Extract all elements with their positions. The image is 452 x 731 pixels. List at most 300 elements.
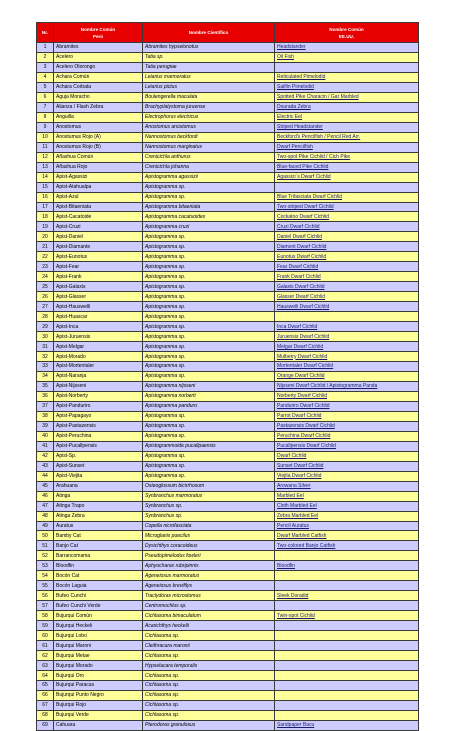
- row-number-cell: 1: [37, 43, 54, 53]
- scientific-name-cell: Acarichthys heckelii: [143, 621, 275, 631]
- row-number-cell: 31: [37, 342, 54, 352]
- common-name-usa-cell: Panduriro Dwarf Cichlid: [275, 401, 419, 411]
- table-row: [37, 292, 419, 302]
- common-name-usa-cell: Diamont Dwarf Cichlid: [275, 242, 419, 252]
- row-number-cell: 52: [37, 551, 54, 561]
- header-scientific-name: Nombre Científico: [143, 23, 275, 43]
- common-name-usa-cell: Inca Dwarf Cichlid: [275, 322, 419, 332]
- common-name-usa-cell: Sleek Doradid: [275, 591, 419, 601]
- common-name-peru-cell: Apist-Nijsseni: [54, 381, 143, 391]
- common-name-peru-cell: Apist-Glasser: [54, 292, 143, 302]
- common-name-usa-cell: [275, 681, 419, 691]
- row-number-cell: 43: [37, 461, 54, 471]
- common-name-usa-cell: Peruchina Dwarf Cichlid: [275, 431, 419, 441]
- common-name-peru-cell: Apist-Melgar: [54, 342, 143, 352]
- row-number-cell: 39: [37, 421, 54, 431]
- row-number-cell: 55: [37, 581, 54, 591]
- row-number-cell: 69: [37, 720, 54, 730]
- table-row: [37, 43, 419, 53]
- row-number-cell: 35: [37, 381, 54, 391]
- common-name-usa-cell: Beckford's Pencilfish / Pencil Red Arr.: [275, 132, 419, 142]
- common-name-peru-cell: Apist-Sp.: [54, 451, 143, 461]
- common-name-peru-cell: Bujurqui Oro: [54, 671, 143, 681]
- scientific-name-cell: Cichlasoma sp.: [143, 700, 275, 710]
- table-row: [37, 202, 419, 212]
- scientific-name-cell: Apistogramma sp.: [143, 252, 275, 262]
- common-name-usa-cell: [275, 671, 419, 681]
- table-row: [37, 601, 419, 611]
- common-name-peru-cell: Bamby Cat: [54, 531, 143, 541]
- row-number-cell: 68: [37, 710, 54, 720]
- table-row: [37, 342, 419, 352]
- common-name-usa-cell: [275, 312, 419, 322]
- common-name-peru-cell: Apist-Frank: [54, 272, 143, 282]
- scientific-name-cell: Cichlasoma bimaculatum: [143, 611, 275, 621]
- row-number-cell: 13: [37, 162, 54, 172]
- scientific-name-cell: Tatia sp.: [143, 52, 275, 62]
- common-name-peru-cell: Apist-Pastazensis: [54, 421, 143, 431]
- row-number-cell: 6: [37, 92, 54, 102]
- scientific-name-cell: Leiarius marmoratus: [143, 72, 275, 82]
- common-name-peru-cell: Bufeo Cunchi Verde: [54, 601, 143, 611]
- common-name-usa-cell: Agassizi`s Dwarf Cichlid: [275, 172, 419, 182]
- common-name-usa-cell: Sailfin Pimelodid: [275, 82, 419, 92]
- scientific-name-cell: Apistogramma sp.: [143, 262, 275, 272]
- common-name-usa-cell: Marbled Eel: [275, 491, 419, 501]
- common-name-usa-cell: Nijsseni Dwarf Cichlid / Apistogramma Panda: [275, 381, 419, 391]
- scientific-name-cell: Apistogramma agassizii: [143, 172, 275, 182]
- table-row: [37, 451, 419, 461]
- common-name-usa-cell: Bloodfin: [275, 561, 419, 571]
- table-row: [37, 322, 419, 332]
- table-row: [37, 272, 419, 282]
- common-name-peru-cell: Atinga Zebra: [54, 511, 143, 521]
- row-number-cell: 3: [37, 62, 54, 72]
- table-row: [37, 122, 419, 132]
- scientific-name-cell: Pseudopimelodus fowleri: [143, 551, 275, 561]
- common-name-usa-cell: [275, 182, 419, 192]
- scientific-name-cell: Tatia perugiae: [143, 62, 275, 72]
- common-name-peru-cell: Apist-Papagayo: [54, 411, 143, 421]
- common-name-usa-cell: Spotted Pike Characin / Gar Marbled: [275, 92, 419, 102]
- common-name-peru-cell: Apist-Huascar: [54, 312, 143, 322]
- row-number-cell: 59: [37, 621, 54, 631]
- row-number-cell: 63: [37, 661, 54, 671]
- common-name-peru-cell: Anostumus Rojo (B): [54, 142, 143, 152]
- row-number-cell: 64: [37, 671, 54, 681]
- row-number-cell: 12: [37, 152, 54, 162]
- common-name-usa-cell: [275, 601, 419, 611]
- common-name-peru-cell: Aguja Moracho: [54, 92, 143, 102]
- table-row: [37, 481, 419, 491]
- table-row: [37, 441, 419, 451]
- scientific-name-cell: Centromochlus sp.: [143, 601, 275, 611]
- table-row: [37, 641, 419, 651]
- species-table: [36, 22, 419, 731]
- scientific-name-cell: Cichlasoma sp.: [143, 631, 275, 641]
- common-name-peru-cell: Atinga Trapo: [54, 501, 143, 511]
- common-name-peru-cell: Abramites: [54, 43, 143, 53]
- common-name-usa-cell: Dwarf Cichlid: [275, 451, 419, 461]
- common-name-peru-cell: Apist-Daniel: [54, 232, 143, 242]
- table-row: [37, 671, 419, 681]
- common-name-peru-cell: Apist-Juruensis: [54, 332, 143, 342]
- common-name-peru-cell: Bujurqui Verde: [54, 710, 143, 720]
- common-name-usa-cell: Cloth Marbled Eel: [275, 501, 419, 511]
- table-row: [37, 132, 419, 142]
- table-row: [37, 192, 419, 202]
- table-row: [37, 621, 419, 631]
- common-name-peru-cell: Apist-Hauswelli: [54, 302, 143, 312]
- table-row: [37, 282, 419, 292]
- scientific-name-cell: Apistogramma norberti: [143, 391, 275, 401]
- table-row: [37, 710, 419, 720]
- table-row: [37, 531, 419, 541]
- common-name-peru-cell: Arahuana: [54, 481, 143, 491]
- common-name-peru-cell: Alianza / Flash Zebra: [54, 102, 143, 112]
- common-name-usa-cell: [275, 581, 419, 591]
- scientific-name-cell: Dysichthys coracoideus: [143, 541, 275, 551]
- row-number-cell: 7: [37, 102, 54, 112]
- scientific-name-cell: Apistogramma panduro: [143, 401, 275, 411]
- common-name-peru-cell: Anostumus Rojo (A): [54, 132, 143, 142]
- table-row: [37, 142, 419, 152]
- header-common-name-usa: Nombre Común EE.UU.: [275, 23, 419, 43]
- common-name-usa-cell: Mortentaler Dwarf Cichlid: [275, 362, 419, 372]
- table-row: [37, 521, 419, 531]
- row-number-cell: 28: [37, 312, 54, 322]
- common-name-peru-cell: Bujurqui Heckeli: [54, 621, 143, 631]
- row-number-cell: 60: [37, 631, 54, 641]
- common-name-usa-cell: Glasser Dwarf Cichlid: [275, 292, 419, 302]
- row-number-cell: 65: [37, 681, 54, 691]
- common-name-usa-cell: [275, 551, 419, 561]
- common-name-peru-cell: Anostomus: [54, 122, 143, 132]
- scientific-name-cell: Crenicichla anthurus: [143, 152, 275, 162]
- scientific-name-cell: Apistogramma sp.: [143, 232, 275, 242]
- common-name-peru-cell: Bujurqui Punto Negro: [54, 690, 143, 700]
- scientific-name-cell: Aphyocharax rubripinnis: [143, 561, 275, 571]
- scientific-name-cell: Apistogramma sp.: [143, 471, 275, 481]
- table-row: [37, 681, 419, 691]
- table-row: [37, 72, 419, 82]
- common-name-usa-cell: Pastazensis Dwarf Cichlid: [275, 421, 419, 431]
- common-name-peru-cell: Anguilla: [54, 112, 143, 122]
- scientific-name-cell: Synbranchus sp.: [143, 501, 275, 511]
- common-name-peru-cell: Apist-Mortentaler: [54, 362, 143, 372]
- row-number-cell: 58: [37, 611, 54, 621]
- scientific-name-cell: Pterodoras granulosus: [143, 720, 275, 730]
- row-number-cell: 41: [37, 441, 54, 451]
- scientific-name-cell: Brachyplatystoma juruense: [143, 102, 275, 112]
- common-name-usa-cell: [275, 62, 419, 72]
- table-row: [37, 571, 419, 581]
- common-name-peru-cell: Apist-Agassizi: [54, 172, 143, 182]
- table-row: [37, 551, 419, 561]
- common-name-usa-cell: [275, 661, 419, 671]
- scientific-name-cell: Apistogramma sp.: [143, 421, 275, 431]
- table-row: [37, 700, 419, 710]
- table-row: [37, 302, 419, 312]
- table-row: [37, 252, 419, 262]
- common-name-usa-cell: Reticulated Pimelodid: [275, 72, 419, 82]
- scientific-name-cell: Apistogramma sp.: [143, 431, 275, 441]
- scientific-name-cell: Abramites hypselonotus: [143, 43, 275, 53]
- scientific-name-cell: Cleithracara maronii: [143, 641, 275, 651]
- scientific-name-cell: Apistogramma sp.: [143, 411, 275, 421]
- common-name-peru-cell: Bujurqui Común: [54, 611, 143, 621]
- table-row: [37, 312, 419, 322]
- common-name-usa-cell: Cockatoo Dwarf Cichlid: [275, 212, 419, 222]
- row-number-cell: 38: [37, 411, 54, 421]
- common-name-peru-cell: Apist-Peruchina: [54, 431, 143, 441]
- row-number-cell: 36: [37, 391, 54, 401]
- scientific-name-cell: Apistogramma sp.: [143, 322, 275, 332]
- scientific-name-cell: Apistogramma cacatuoides: [143, 212, 275, 222]
- common-name-usa-cell: Cruzi Dwarf Cichlid: [275, 222, 419, 232]
- common-name-peru-cell: Bocón Laguia: [54, 581, 143, 591]
- row-number-cell: 24: [37, 272, 54, 282]
- common-name-peru-cell: Apist-Eunotus: [54, 252, 143, 262]
- common-name-usa-cell: Headstander: [275, 43, 419, 53]
- row-number-cell: 26: [37, 292, 54, 302]
- row-number-cell: 49: [37, 521, 54, 531]
- common-name-usa-cell: Sunset Dwarf Cichlid: [275, 461, 419, 471]
- common-name-peru-cell: Bocón Cat: [54, 571, 143, 581]
- row-number-cell: 22: [37, 252, 54, 262]
- common-name-usa-cell: Dwarf Marbled Catfish: [275, 531, 419, 541]
- row-number-cell: 21: [37, 242, 54, 252]
- scientific-name-cell: Apistogramma bitaeniata: [143, 202, 275, 212]
- common-name-usa-cell: Two-colored Banjo Catfish: [275, 541, 419, 551]
- table-row: [37, 720, 419, 730]
- table-row: [37, 501, 419, 511]
- row-number-cell: 18: [37, 212, 54, 222]
- row-number-cell: 29: [37, 322, 54, 332]
- common-name-peru-cell: Bloodfin: [54, 561, 143, 571]
- row-number-cell: 2: [37, 52, 54, 62]
- common-name-peru-cell: Bujurqui Morado: [54, 661, 143, 671]
- scientific-name-cell: Tractydoras microstomus: [143, 591, 275, 601]
- common-name-usa-cell: [275, 621, 419, 631]
- table-row: [37, 222, 419, 232]
- row-number-cell: 50: [37, 531, 54, 541]
- common-name-peru-cell: Achara Común: [54, 72, 143, 82]
- scientific-name-cell: Apistogramma sp.: [143, 282, 275, 292]
- table-row: [37, 661, 419, 671]
- common-name-usa-cell: Dourada Zebra: [275, 102, 419, 112]
- common-name-usa-cell: Two-spot Pike Cichlid / Cich Pike: [275, 152, 419, 162]
- row-number-cell: 62: [37, 651, 54, 661]
- scientific-name-cell: Apistogramma nijsseni: [143, 381, 275, 391]
- row-number-cell: 14: [37, 172, 54, 182]
- row-number-cell: 20: [37, 232, 54, 242]
- row-number-cell: 45: [37, 481, 54, 491]
- scientific-name-cell: Osteoglossum bicirrhosum: [143, 481, 275, 491]
- scientific-name-cell: Cichlasoma sp.: [143, 681, 275, 691]
- header-row: [37, 23, 419, 43]
- common-name-usa-cell: Orange Dwarf Cichlid: [275, 371, 419, 381]
- table-row: [37, 411, 419, 421]
- common-name-usa-cell: Pencil Auratus: [275, 521, 419, 531]
- common-name-usa-cell: Parrot Dwarf Cichlid: [275, 411, 419, 421]
- table-row: [37, 651, 419, 661]
- table-row: [37, 491, 419, 501]
- common-name-peru-cell: Bufeo Cunchi: [54, 591, 143, 601]
- common-name-usa-cell: Two-striped Dwarf Cichlid: [275, 202, 419, 212]
- row-number-cell: 23: [37, 262, 54, 272]
- scientific-name-cell: Cichlasoma sp.: [143, 671, 275, 681]
- common-name-peru-cell: Apist-Atahualpa: [54, 182, 143, 192]
- scientific-name-cell: Apistogramma sp.: [143, 302, 275, 312]
- common-name-usa-cell: [275, 641, 419, 651]
- scientific-name-cell: Ageneiosus marmoratus: [143, 571, 275, 581]
- scientific-name-cell: Crenicichla johanna: [143, 162, 275, 172]
- row-number-cell: 27: [37, 302, 54, 312]
- common-name-usa-cell: [275, 690, 419, 700]
- header-nr: Nr.: [37, 23, 54, 43]
- table-row: [37, 431, 419, 441]
- table-row: [37, 381, 419, 391]
- common-name-peru-cell: Apist-Norberty: [54, 391, 143, 401]
- row-number-cell: 44: [37, 471, 54, 481]
- table-row: [37, 242, 419, 252]
- table-row: [37, 172, 419, 182]
- common-name-usa-cell: Hauswelli Dwarf Cichlid: [275, 302, 419, 312]
- row-number-cell: 61: [37, 641, 54, 651]
- common-name-usa-cell: Arowana Silver: [275, 481, 419, 491]
- table-row: [37, 332, 419, 342]
- common-name-usa-cell: Eunotus Dwarf Cichlid: [275, 252, 419, 262]
- row-number-cell: 40: [37, 431, 54, 441]
- common-name-usa-cell: Juruensis Dwarf Cichlid: [275, 332, 419, 342]
- row-number-cell: 53: [37, 561, 54, 571]
- scientific-name-cell: Ageneiosus brevifilys: [143, 581, 275, 591]
- common-name-usa-cell: Blue Trifasciata Dwarf Cichlid: [275, 192, 419, 202]
- scientific-name-cell: Apistogramma cruzi: [143, 222, 275, 232]
- scientific-name-cell: Anostomus anostomus: [143, 122, 275, 132]
- common-name-usa-cell: Blue-faced Pike Cichlid: [275, 162, 419, 172]
- table-row: [37, 352, 419, 362]
- common-name-peru-cell: Apist-Galaxis: [54, 282, 143, 292]
- common-name-usa-cell: Sandpaper Bacu: [275, 720, 419, 730]
- common-name-usa-cell: Striped Headstander: [275, 122, 419, 132]
- header-common-name-peru: Nombre Común Perú: [54, 23, 143, 43]
- common-name-peru-cell: Bujurqui Paracas: [54, 681, 143, 691]
- common-name-peru-cell: Barrancomama: [54, 551, 143, 561]
- row-number-cell: 42: [37, 451, 54, 461]
- row-number-cell: 47: [37, 501, 54, 511]
- scientific-name-cell: Boulengerella maculata: [143, 92, 275, 102]
- table-row: [37, 62, 419, 72]
- table-row: [37, 631, 419, 641]
- common-name-usa-cell: Daniel Dwarf Cichlid: [275, 232, 419, 242]
- row-number-cell: 8: [37, 112, 54, 122]
- common-name-peru-cell: Añashua Rojo: [54, 162, 143, 172]
- scientific-name-cell: Apistogramma sp.: [143, 312, 275, 322]
- scientific-name-cell: Apistogramma sp.: [143, 371, 275, 381]
- scientific-name-cell: Apistogramma sp.: [143, 342, 275, 352]
- row-number-cell: 51: [37, 541, 54, 551]
- common-name-peru-cell: Acelero: [54, 52, 143, 62]
- common-name-peru-cell: Añashua Común: [54, 152, 143, 162]
- common-name-usa-cell: Twin-spot Cichlid: [275, 611, 419, 621]
- common-name-peru-cell: Apist-Sunset: [54, 461, 143, 471]
- row-number-cell: 30: [37, 332, 54, 342]
- scientific-name-cell: Apistogramma sp.: [143, 352, 275, 362]
- common-name-peru-cell: Apist-Panduriro: [54, 401, 143, 411]
- row-number-cell: 34: [37, 371, 54, 381]
- common-name-peru-cell: Apist-Cacatoide: [54, 212, 143, 222]
- common-name-usa-cell: Frank Dwarf Cichlid: [275, 272, 419, 282]
- common-name-usa-cell: Norberty Dwarf Cichlid: [275, 391, 419, 401]
- row-number-cell: 25: [37, 282, 54, 292]
- scientific-name-cell: Cichlasoma sp.: [143, 651, 275, 661]
- table-row: [37, 102, 419, 112]
- row-number-cell: 9: [37, 122, 54, 132]
- common-name-peru-cell: Cahuara: [54, 720, 143, 730]
- table-row: [37, 212, 419, 222]
- common-name-usa-cell: [275, 631, 419, 641]
- table-row: [37, 152, 419, 162]
- common-name-usa-cell: [275, 571, 419, 581]
- table-row: [37, 232, 419, 242]
- row-number-cell: 11: [37, 142, 54, 152]
- scientific-name-cell: Synbranchus sp.: [143, 511, 275, 521]
- common-name-usa-cell: Galaxis Dwarf Cichlid: [275, 282, 419, 292]
- common-name-peru-cell: Apist-Azul: [54, 192, 143, 202]
- row-number-cell: 33: [37, 362, 54, 372]
- row-number-cell: 17: [37, 202, 54, 212]
- common-name-usa-cell: [275, 710, 419, 720]
- scientific-name-cell: Electrophorus electricus: [143, 112, 275, 122]
- common-name-usa-cell: Zebra Marbled Eel: [275, 511, 419, 521]
- scientific-name-cell: Nannostomus beckfordi: [143, 132, 275, 142]
- common-name-peru-cell: Apist-Diamante: [54, 242, 143, 252]
- common-name-peru-cell: Banjo Cat: [54, 541, 143, 551]
- scientific-name-cell: Cichlasoma sp.: [143, 710, 275, 720]
- row-number-cell: 10: [37, 132, 54, 142]
- table-row: [37, 262, 419, 272]
- table-row: [37, 371, 419, 381]
- row-number-cell: 37: [37, 401, 54, 411]
- table-row: [37, 561, 419, 571]
- common-name-peru-cell: Apist-Viejita: [54, 471, 143, 481]
- table-row: [37, 52, 419, 62]
- scientific-name-cell: Apistogramma sp.: [143, 332, 275, 342]
- common-name-peru-cell: Apist-Inca: [54, 322, 143, 332]
- common-name-usa-cell: [275, 651, 419, 661]
- scientific-name-cell: Apistogrammoide pucallpaensis: [143, 441, 275, 451]
- table-row: [37, 461, 419, 471]
- common-name-peru-cell: Acelero Otorongo: [54, 62, 143, 72]
- scientific-name-cell: Cichlasoma sp.: [143, 690, 275, 700]
- table-row: [37, 690, 419, 700]
- scientific-name-cell: Leiarius pictus: [143, 82, 275, 92]
- common-name-peru-cell: Auratus: [54, 521, 143, 531]
- row-number-cell: 56: [37, 591, 54, 601]
- scientific-name-cell: Apistogramma sp.: [143, 461, 275, 471]
- table-row: [37, 182, 419, 192]
- common-name-usa-cell: [275, 700, 419, 710]
- common-name-usa-cell: Fear Dwarf Cichlid: [275, 262, 419, 272]
- scientific-name-cell: Apistogramma sp.: [143, 242, 275, 252]
- common-name-usa-cell: Melgar Dwarf Cichlid: [275, 342, 419, 352]
- scientific-name-cell: Microglanis poecilus: [143, 531, 275, 541]
- table-row: [37, 581, 419, 591]
- row-number-cell: 67: [37, 700, 54, 710]
- common-name-peru-cell: Bujurqui Lobo: [54, 631, 143, 641]
